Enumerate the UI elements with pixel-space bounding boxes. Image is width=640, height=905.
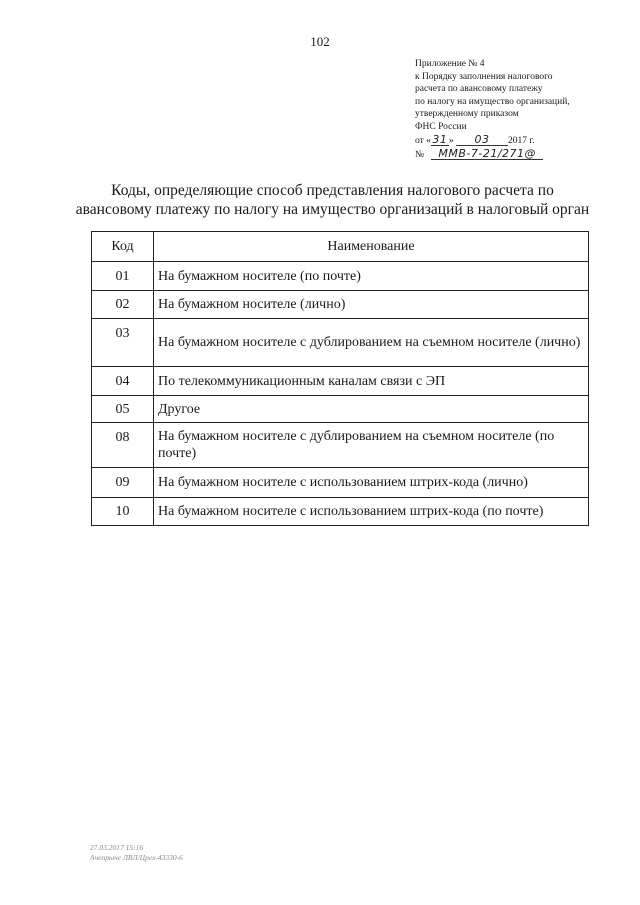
appendix-line: утвержденному приказом bbox=[415, 109, 519, 120]
footer-line: 27.03.2017 15:16 bbox=[90, 843, 144, 852]
table-row bbox=[92, 262, 589, 291]
table-row bbox=[92, 498, 589, 526]
page-number: 102 bbox=[310, 34, 330, 49]
date-month: 03 bbox=[456, 134, 508, 146]
row-code: 03 bbox=[92, 319, 154, 367]
appendix-line: расчета по авансовому платежу bbox=[415, 84, 543, 95]
footer-stamp bbox=[90, 843, 183, 863]
title-line: Коды, определяющие способ представления налогового расчета по bbox=[111, 182, 554, 199]
order-date-line bbox=[415, 134, 620, 148]
table-row bbox=[92, 468, 589, 498]
table-row bbox=[92, 319, 589, 367]
order-number: ММВ-7-21/271@ bbox=[431, 148, 543, 160]
row-code: 05 bbox=[92, 396, 154, 423]
row-name: На бумажном носителе (лично) bbox=[154, 291, 589, 319]
appendix-block bbox=[415, 58, 620, 162]
table-header-row bbox=[92, 232, 589, 262]
date-day: 31 bbox=[432, 132, 448, 146]
row-name: По телекоммуникационным каналам связи с ЭП bbox=[154, 367, 589, 396]
row-code: 01 bbox=[92, 262, 154, 291]
header-name: Наименование bbox=[154, 232, 589, 262]
row-code: 10 bbox=[92, 498, 154, 526]
row-name: Другое bbox=[154, 396, 589, 423]
table-row bbox=[92, 367, 589, 396]
title-line: авансовому платежу по налогу на имущество организаций в налоговый орган bbox=[75, 200, 590, 218]
date-mid: » bbox=[448, 135, 454, 146]
table-row bbox=[92, 396, 589, 423]
appendix-line: по налогу на имущество организаций, bbox=[415, 96, 570, 107]
appendix-line: к Порядку заполнения налогового bbox=[415, 71, 553, 82]
date-year: 2017 г. bbox=[508, 135, 535, 146]
row-code: 02 bbox=[92, 291, 154, 319]
table-row bbox=[92, 423, 589, 468]
row-name: На бумажном носителе с дублированием на съемном носителе (по почте) bbox=[154, 423, 589, 468]
row-name: На бумажном носителе (по почте) bbox=[154, 262, 589, 291]
row-code: 09 bbox=[92, 468, 154, 498]
row-name: На бумажном носителе с использованием штрих-кода (лично) bbox=[154, 468, 589, 498]
footer-line: Ачепрыче ЛВЛ/Црех-43330-6 bbox=[90, 853, 183, 862]
row-code: 08 bbox=[92, 423, 154, 468]
table-row bbox=[92, 291, 589, 319]
appendix-line: ФНС России bbox=[415, 121, 467, 132]
order-number-line bbox=[415, 148, 620, 162]
document-title bbox=[60, 182, 605, 219]
row-name: На бумажном носителе с дублированием на съемном носителе (лично) bbox=[154, 319, 589, 367]
header-code: Код bbox=[92, 232, 154, 262]
number-prefix: № bbox=[415, 150, 425, 161]
date-prefix: от « bbox=[415, 135, 431, 146]
appendix-line: Приложение № 4 bbox=[415, 59, 485, 69]
row-name: На бумажном носителе с использованием штрих-кода (по почте) bbox=[154, 498, 589, 526]
row-code: 04 bbox=[92, 367, 154, 396]
codes-table bbox=[91, 231, 589, 526]
